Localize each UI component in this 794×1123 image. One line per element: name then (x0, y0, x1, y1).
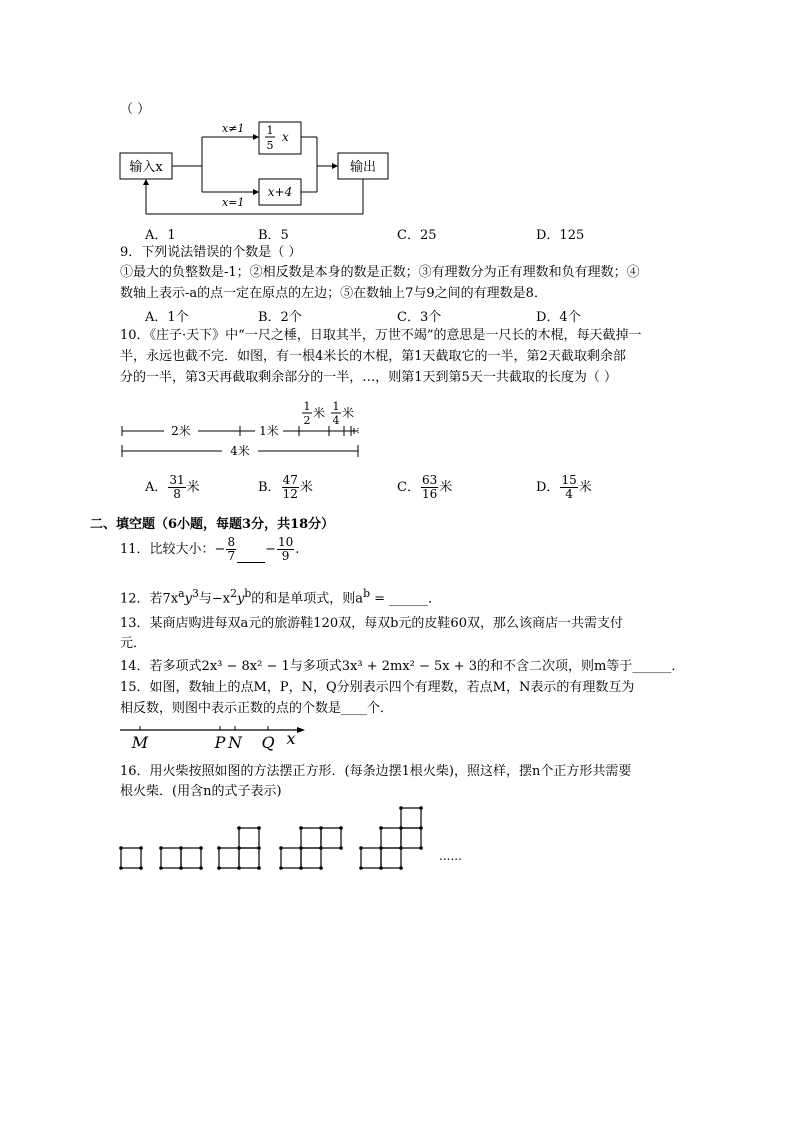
svg-text:1米: 1米 (259, 424, 279, 438)
svg-text:4米: 4米 (230, 444, 250, 458)
svg-text:1: 1 (332, 400, 340, 413)
svg-text:1: 1 (266, 124, 274, 137)
q9-option-c: C．3个 (397, 310, 442, 325)
svg-text:1: 1 (303, 400, 311, 413)
cond-top: x≠1 (222, 122, 245, 135)
svg-text:2米: 2米 (171, 424, 191, 438)
q9-option-d: D．4个 (536, 310, 581, 325)
top-box (259, 122, 301, 154)
q10-stick-figure (112, 394, 372, 464)
input-label: 输入x (129, 160, 163, 175)
q16-line1: 16．用火柴按照如图的方法摆正方形．(每条边摆1根火柴)，照这样，摆n个正方形共需要 (120, 764, 632, 779)
q9-line2: 数轴上表示-a的点一定在原点的左边；⑤在数轴上7与9之间的有理数是8． (120, 286, 547, 301)
section-title-fill-in: 二、填空题（6小题，每题3分，共18分） (90, 517, 335, 532)
continuation-dots: ...... (439, 849, 462, 863)
svg-text:4: 4 (332, 414, 340, 427)
svg-text:米: 米 (313, 406, 326, 420)
q10-option-d: D． $\frac{15}{4}$ 米 (536, 473, 592, 501)
q15-line1: 15．如图，数轴上的点M，P，N，Q分别表示四个有理数，若点M，N表示的有理数互为 (120, 680, 635, 695)
point-q: Q (261, 733, 275, 752)
svg-text:x: x (282, 130, 289, 144)
q10-option-c: C． $\frac{63}{16}$ 米 (397, 473, 453, 501)
axis-x-label: x (286, 729, 296, 748)
svg-text:x+4: x+4 (267, 185, 293, 199)
q9-option-b: B．2个 (258, 310, 302, 325)
q13-line1: 13．某商店购进每双a元的旅游鞋120双，每双b元的皮鞋60双，那么该商店一共需支付 (120, 616, 623, 631)
svg-text:米: 米 (342, 406, 355, 420)
q8-paren: （ ） (120, 102, 151, 117)
q8-flowchart (110, 112, 410, 220)
q12: 12．若$7x^ay^3$与$-x^2y^b$的和是单项式，则$a^b$ = ______． (120, 587, 442, 607)
q9-line1: ①最大的负整数是-1；②相反数是本身的数是正数；③有理数分为正有理数和负有理数；④ (120, 265, 640, 280)
q14: 14．若多项式2x³ − 8x² − 1与多项式3x³ + 2mx² − 5x + 3的和不含二次项，则m等于______． (120, 659, 685, 674)
point-m: M (131, 733, 149, 752)
point-n: N (228, 733, 242, 752)
q16-matchstick-figure (115, 800, 475, 880)
q9-stem: 9．下列说法错误的个数是（ ） (120, 245, 302, 260)
q8-option-a: A．1 (145, 228, 176, 243)
q8-option-b: B．5 (258, 228, 289, 243)
q8-option-d: D．125 (536, 228, 585, 243)
svg-text:2: 2 (303, 414, 311, 427)
q15-number-line (115, 722, 315, 754)
q16-line2: 根火柴．(用含n的式子表示) (120, 784, 282, 799)
q11: 11．比较大小：− $\frac{8}{7}$ − $\frac{10}{9}$ . (120, 535, 300, 563)
q13-line2: 元． (120, 636, 147, 651)
q10-line3: 分的一半，第3天再截取剩余部分的一半，…，则第1天到第5天一共截取的长度为（ ） (120, 370, 617, 385)
svg-text:5: 5 (266, 139, 274, 152)
point-p: P (214, 733, 226, 752)
q15-line2: 相反数，则图中表示正数的点的个数是____个． (120, 701, 394, 716)
q8-option-c: C．25 (397, 228, 437, 243)
q9-option-a: A．1个 (145, 310, 189, 325)
q10-line2: 半，永远也截不完．如图，有一根4米长的木棍，第1天截取它的一半，第2天截取剩余部 (120, 349, 626, 364)
cond-bottom: x=1 (222, 196, 245, 209)
q10-option-a: A． $\frac{31}{8}$ 米 (145, 473, 200, 501)
svg-text:输出: 输出 (349, 160, 377, 175)
q10-option-b: B． $\frac{47}{12}$ 米 (258, 473, 313, 501)
q10-line1: 10．《庄子·天下》中“一尺之棰，日取其半，万世不竭”的意思是一尺长的木棍，每天截掉一 (120, 328, 642, 343)
